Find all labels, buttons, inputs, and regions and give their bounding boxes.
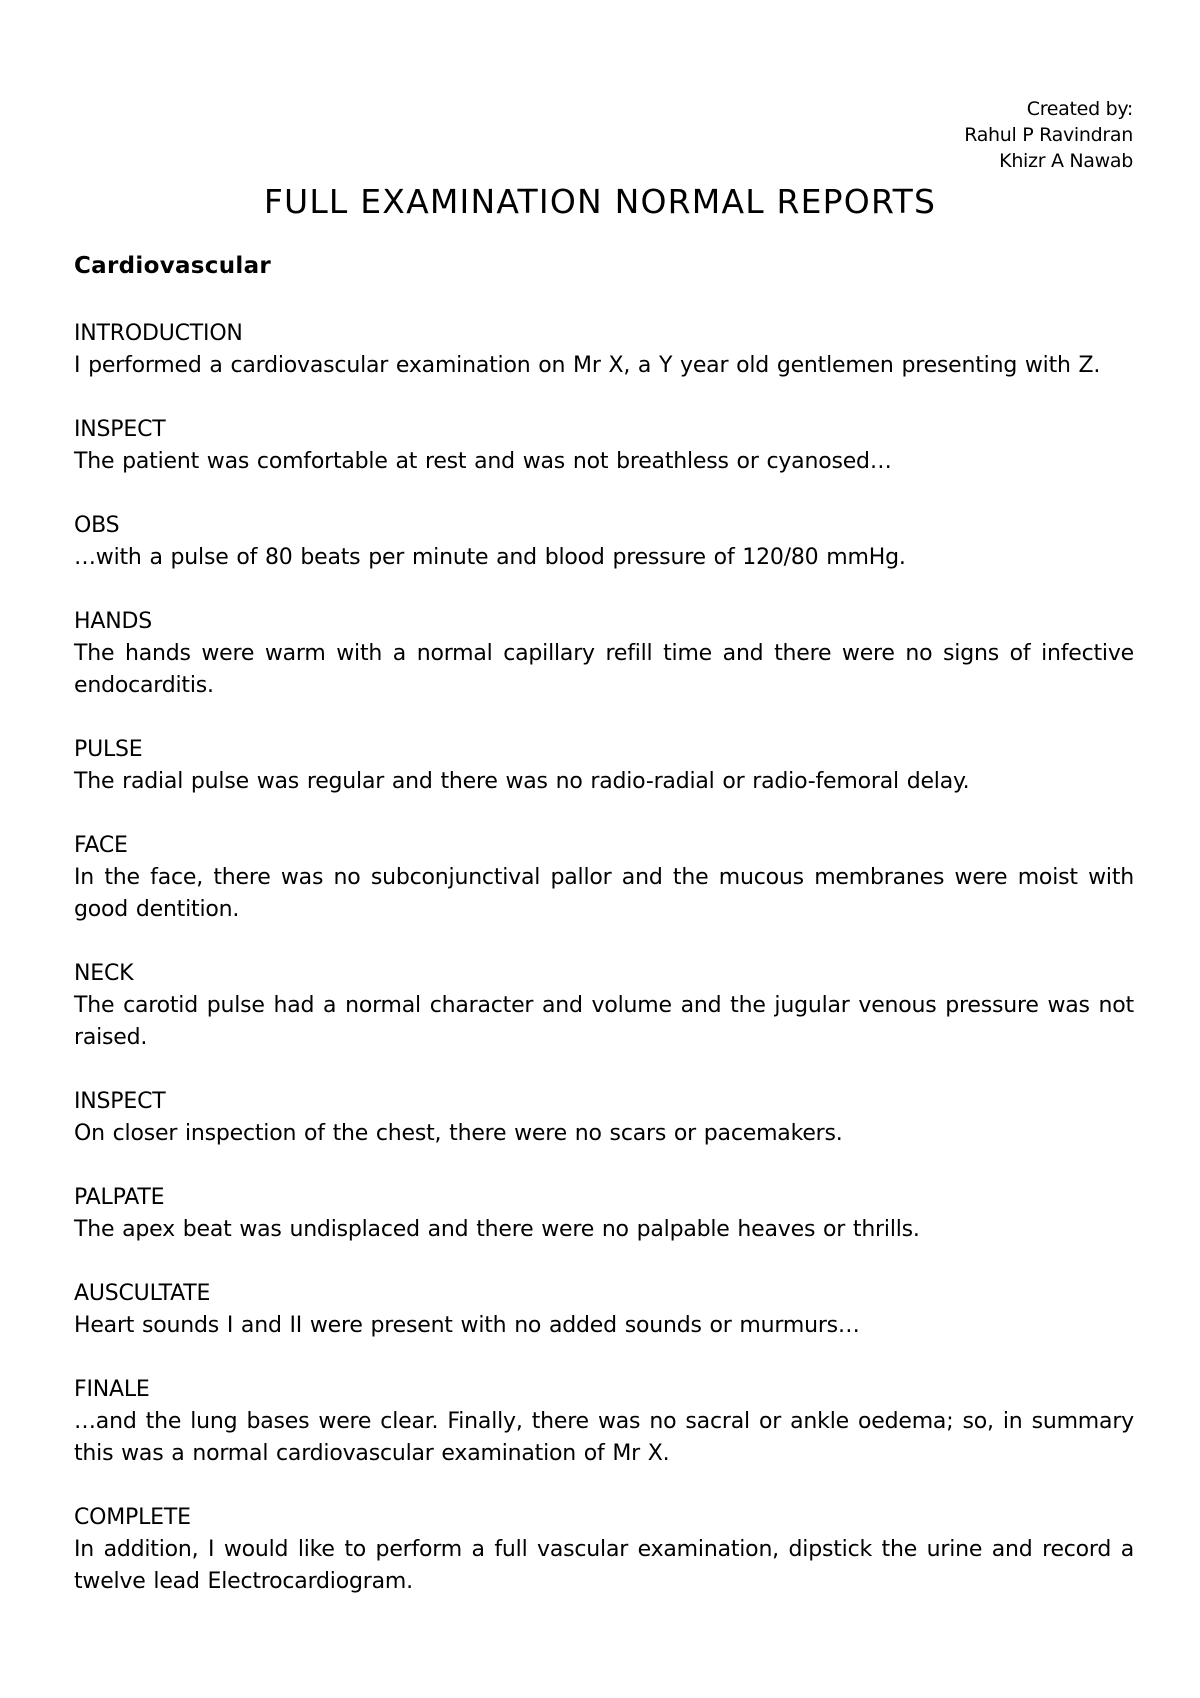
block-label: COMPLETE: [74, 1505, 191, 1530]
block-label: AUSCULTATE: [74, 1281, 211, 1306]
author-2: Khizr A Nawab: [999, 150, 1133, 172]
block-text: …with a pulse of 80 beats per minute and blood pressure of 120/80 mmHg.: [74, 545, 906, 570]
block-text: Heart sounds I and II were present with no added sounds or murmurs…: [74, 1313, 860, 1338]
block-text: The radial pulse was regular and there was no radio-radial or radio-femoral delay.: [74, 769, 970, 794]
report-block-palpate: [74, 1182, 1134, 1246]
block-label: INTRODUCTION: [74, 321, 243, 346]
document-title: FULL EXAMINATION NORMAL REPORTS: [263, 182, 937, 221]
report-block-introduction: [74, 318, 1134, 382]
report-block-inspect: [74, 414, 1134, 478]
report-block-complete: [74, 1502, 1134, 1598]
report-block-pulse: [74, 734, 1134, 798]
block-label: NECK: [74, 961, 134, 986]
report-block-obs: [74, 510, 1134, 574]
block-label: OBS: [74, 513, 120, 538]
report-block-inspect-chest: [74, 1086, 1134, 1150]
report-block-finale: [74, 1374, 1134, 1470]
report-block-face: [74, 830, 1134, 926]
block-label: FACE: [74, 833, 128, 858]
block-label: HANDS: [74, 609, 152, 634]
block-text: In addition, I would like to perform a full vascular examination, dipstick the urine and record a twelve lead Electrocardiogram.: [74, 1537, 1134, 1594]
block-text: The hands were warm with a normal capillary refill time and there were no signs of infective endocarditis.: [74, 641, 1134, 698]
report-block-neck: [74, 958, 1134, 1054]
block-text: …and the lung bases were clear. Finally, there was no sacral or ankle oedema; so, in summary this was a normal cardiovascular examination of Mr X.: [74, 1409, 1134, 1466]
block-label: FINALE: [74, 1377, 150, 1402]
report-block-auscultate: [74, 1278, 1134, 1342]
exam-report: [74, 318, 1134, 1630]
block-text: I performed a cardiovascular examination on Mr X, a Y year old gentlemen presenting with Z.: [74, 353, 1101, 378]
block-text: The patient was comfortable at rest and was not breathless or cyanosed…: [74, 449, 892, 474]
block-label: PULSE: [74, 737, 143, 762]
credits-label: Created by:: [1026, 98, 1133, 120]
credits: [964, 96, 1133, 174]
report-block-hands: [74, 606, 1134, 702]
block-label: INSPECT: [74, 417, 166, 442]
block-label: INSPECT: [74, 1089, 166, 1114]
block-text: The apex beat was undisplaced and there were no palpable heaves or thrills.: [74, 1217, 920, 1242]
section-heading: Cardiovascular: [74, 253, 272, 279]
block-text: The carotid pulse had a normal character and volume and the jugular venous pressure was not raised.: [74, 993, 1134, 1050]
block-text: On closer inspection of the chest, there were no scars or pacemakers.: [74, 1121, 843, 1146]
block-label: PALPATE: [74, 1185, 165, 1210]
block-text: In the face, there was no subconjunctival pallor and the mucous membranes were moist with good dentition.: [74, 865, 1134, 922]
author-1: Rahul P Ravindran: [964, 124, 1133, 146]
